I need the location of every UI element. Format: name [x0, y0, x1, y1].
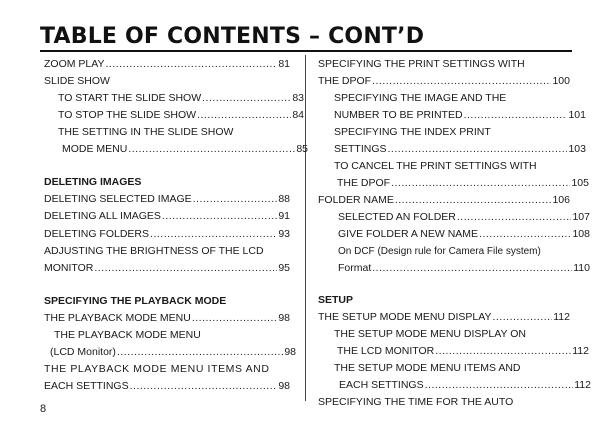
toc-entry[interactable]: TO CANCEL THE PRINT SETTINGS WITH [334, 160, 537, 172]
toc-entry[interactable]: FOLDER NAME ..... 106 [318, 192, 570, 209]
toc-entry[interactable]: EACH SETTINGS ..... 98 [44, 378, 290, 395]
toc-entry[interactable]: THE SETUP MODE MENU DISPLAY ..... 112 [318, 309, 570, 326]
page-title: TABLE OF CONTENTS – CONT’D [40, 24, 425, 49]
toc-entry[interactable]: THE PLAYBACK MODE MENU [54, 329, 201, 341]
toc-entry[interactable]: THE PLAYBACK MODE MENU ..... 98 [44, 310, 290, 327]
toc-entry[interactable]: DELETING FOLDERS ..... 93 [44, 226, 290, 243]
toc-entry[interactable]: GIVE FOLDER A NEW NAME ..... 108 [338, 226, 590, 243]
toc-entry[interactable]: SLIDE SHOW [44, 75, 110, 87]
toc-entry[interactable]: NUMBER TO BE PRINTED ..... 101 [334, 107, 586, 124]
toc-entry[interactable]: THE SETTING IN THE SLIDE SHOW [58, 126, 234, 138]
toc-entry[interactable]: DELETING SELECTED IMAGE ..... 88 [44, 191, 290, 208]
toc-entry[interactable]: THE PLAYBACK MODE MENU ITEMS AND [44, 363, 270, 375]
toc-entry[interactable]: (LCD Monitor) ..... 98 [50, 344, 296, 361]
toc-entry[interactable]: TO START THE SLIDE SHOW ..... 83 [58, 90, 304, 107]
column-divider [305, 55, 306, 401]
toc-entry[interactable]: On DCF (Design rule for Camera File system) [338, 246, 541, 257]
toc-entry[interactable]: TO STOP THE SLIDE SHOW ..... 84 [58, 107, 304, 124]
toc-entry[interactable]: ZOOM PLAY ..... 81 [44, 56, 290, 73]
toc-entry[interactable]: MONITOR ..... 95 [44, 260, 290, 277]
toc-entry[interactable]: THE SETUP MODE MENU ITEMS AND [334, 362, 521, 374]
toc-entry[interactable]: MODE MENU ..... 85 [62, 141, 308, 158]
toc-entry[interactable]: THE DPOF ..... 100 [318, 73, 570, 90]
toc-entry[interactable]: SPECIFYING THE PRINT SETTINGS WITH [318, 58, 525, 70]
page-number: 8 [40, 403, 47, 415]
toc-entry[interactable]: SETTINGS ..... 103 [334, 141, 586, 158]
toc-entry[interactable]: THE LCD MONITOR ..... 112 [337, 343, 589, 360]
toc-entry[interactable]: ADJUSTING THE BRIGHTNESS OF THE LCD [44, 245, 264, 257]
toc-entry[interactable]: SPECIFYING THE TIME FOR THE AUTO [318, 396, 514, 408]
toc-entry[interactable]: SELECTED AN FOLDER ..... 107 [338, 209, 590, 226]
toc-entry[interactable]: DELETING ALL IMAGES ..... 91 [44, 208, 290, 225]
toc-entry[interactable]: SPECIFYING THE IMAGE AND THE [334, 92, 507, 104]
toc-section-heading: SETUP [318, 294, 354, 306]
toc-entry[interactable]: Format ..... 110 [338, 260, 590, 277]
toc-entry[interactable]: THE DPOF ..... 105 [337, 175, 589, 192]
toc-entry[interactable]: SPECIFYING THE INDEX PRINT [334, 126, 491, 138]
toc-section-heading: SPECIFYING THE PLAYBACK MODE [44, 295, 227, 307]
toc-entry[interactable]: THE SETUP MODE MENU DISPLAY ON [334, 328, 526, 340]
title-rule [40, 50, 572, 52]
toc-entry[interactable]: EACH SETTINGS ..... 112 [339, 377, 591, 394]
toc-section-heading: DELETING IMAGES [44, 176, 142, 188]
